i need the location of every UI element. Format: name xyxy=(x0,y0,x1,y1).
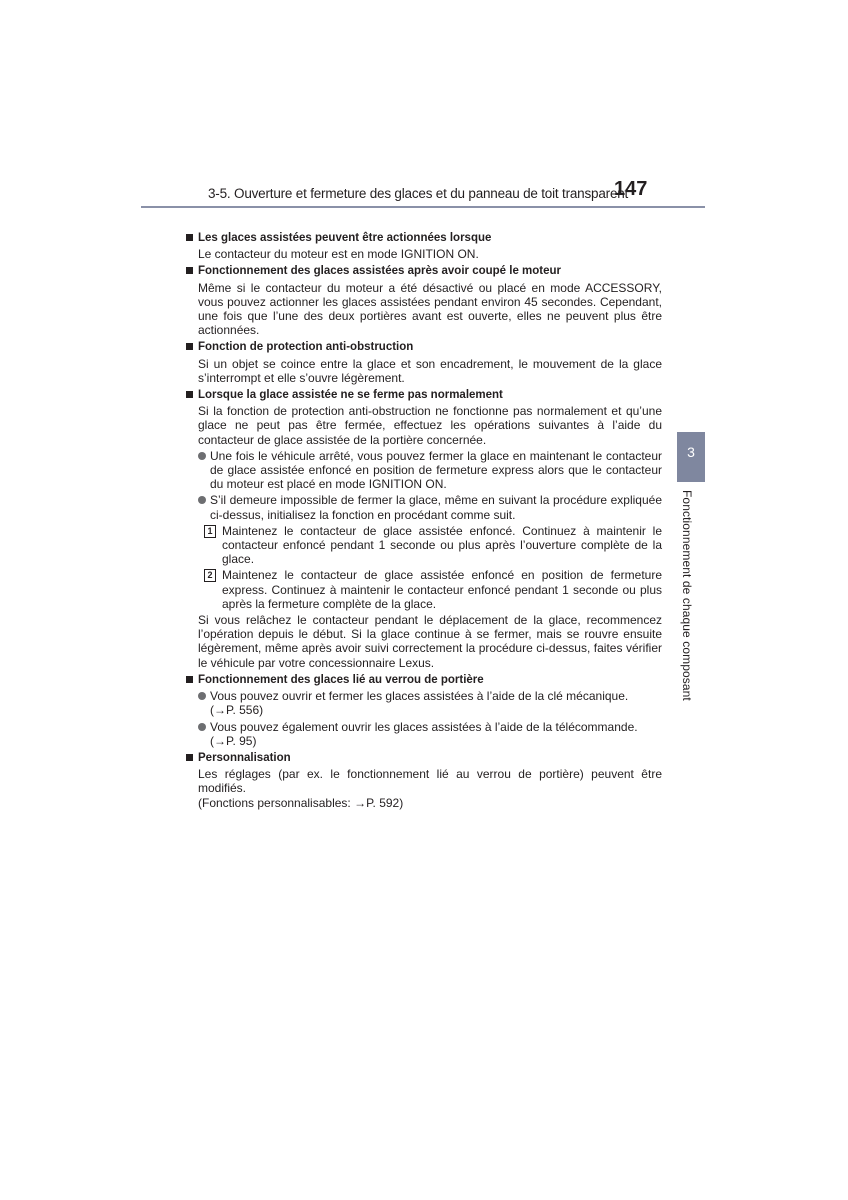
page-reference-link[interactable]: (→P. 556) xyxy=(210,703,264,718)
list-item-text xyxy=(210,720,638,748)
square-bullet-icon xyxy=(186,391,193,398)
section-title xyxy=(186,388,662,402)
page-header-title: 3-5. Ouverture et fermeture des glaces et du panneau de toit transparent xyxy=(208,186,629,201)
section-title xyxy=(186,673,662,687)
section-paragraph: Si vous relâchez le contacteur pendant le déplacement de la glace, recommencez l’opération depuis le début. Si la glace continue à se fermer, mais se rouvre ensuite légèrement, même après avoir suivi correctement la procédure ci-dessus, faites vérifier le véhicule par votre concessionnaire Lexus. xyxy=(198,613,662,670)
section-title-text: Fonction de protection anti-obstruction xyxy=(198,341,414,354)
section-title-text: Lorsque la glace assistée ne se ferme pas normalement xyxy=(198,389,503,402)
round-bullet-icon xyxy=(198,496,206,504)
list-item xyxy=(198,720,662,748)
section-title-text: Les glaces assistées peuvent être actionnées lorsque xyxy=(198,232,492,244)
list-item xyxy=(198,493,662,521)
step-number-badge: 1 xyxy=(204,525,216,538)
procedure-step xyxy=(204,524,662,567)
list-item-text: S’il demeure impossible de fermer la glace, même en suivant la procédure expliquée ci-dessus, initialisez la fonction en procédant comme suit. xyxy=(210,493,662,522)
section-title xyxy=(186,340,662,354)
round-bullet-icon xyxy=(198,452,206,460)
chapter-label: Fonctionnement de chaque composant xyxy=(680,490,694,701)
section-paragraph: Si la fonction de protection anti-obstruction ne fonctionne pas normalement et qu’une glace ne peut pas être fermée, effectuez les opérations suivantes à l’aide du contacteur de glace assistée de la portière concernée. xyxy=(198,404,662,447)
step-text: Maintenez le contacteur de glace assistée enfoncé. Continuez à maintenir le contacteur enfoncé pendant 1 seconde ou plus après l’ouverture complète de la glace. xyxy=(222,523,662,567)
page-number: 147 xyxy=(614,178,648,200)
section-title-text: Fonctionnement des glaces lié au verrou de portière xyxy=(198,673,484,686)
list-item-text xyxy=(210,689,628,717)
list-item xyxy=(198,689,662,717)
section-title xyxy=(186,751,662,765)
step-number-badge: 2 xyxy=(204,569,216,582)
section-title-text: Fonctionnement des glaces assistées après avoir coupé le moteur xyxy=(198,265,562,278)
section-paragraph: Le contacteur du moteur est en mode IGNITION ON. xyxy=(198,247,479,262)
page-content xyxy=(186,228,662,812)
square-bullet-icon xyxy=(186,754,193,761)
round-bullet-icon xyxy=(198,723,206,731)
step-text: Maintenez le contacteur de glace assistée enfoncé en position de fermeture express. Continuez à maintenir le contacteur enfoncé pendant 1 seconde ou plus après la fermeture complète de la glace. xyxy=(222,568,662,611)
square-bullet-icon xyxy=(186,676,193,683)
procedure-step xyxy=(204,568,662,611)
list-item-text: Une fois le véhicule arrêté, vous pouvez fermer la glace en maintenant le contacteur de glace assistée enfoncé en position de fermeture express alors que le contacteur du moteur est placé en mode IGNITION ON. xyxy=(210,448,662,492)
section-title xyxy=(186,264,662,278)
section-title-text: Personnalisation xyxy=(198,751,291,764)
list-item-body: Vous pouvez ouvrir et fermer les glaces assistées à l’aide de la clé mécanique. xyxy=(210,689,629,704)
section-paragraph: Même si le contacteur du moteur a été désactivé ou placé en mode ACCESSORY, vous pouvez actionner les glaces assistées pendant environ 45 secondes. Cependant, une fois que l’une des deux portières avant est ouverte, elles ne peuvent plus être actionnées. xyxy=(198,280,662,338)
chapter-tab xyxy=(677,432,705,482)
square-bullet-icon xyxy=(186,267,193,274)
page-reference-link[interactable]: (→P. 95) xyxy=(210,733,257,748)
square-bullet-icon xyxy=(186,343,193,350)
list-item xyxy=(198,449,662,492)
header-divider xyxy=(141,206,705,208)
paragraph-body: Les réglages (par ex. le fonctionnement lié au verrou de portière) peuvent être modifiés. xyxy=(198,767,662,796)
square-bullet-icon xyxy=(186,234,193,241)
round-bullet-icon xyxy=(198,692,206,700)
section-title xyxy=(186,231,662,245)
chapter-number: 3 xyxy=(687,444,695,460)
section-paragraph: Si un objet se coince entre la glace et son encadrement, le mouvement de la glace s’interrompt et elle s’ouvre légèrement. xyxy=(198,356,662,385)
section-paragraph xyxy=(198,767,662,810)
page-reference-link[interactable]: (Fonctions personnalisables: →P. 592) xyxy=(198,795,404,810)
list-item-body: Vous pouvez également ouvrir les glaces assistées à l’aide de la télécommande. xyxy=(210,719,638,734)
